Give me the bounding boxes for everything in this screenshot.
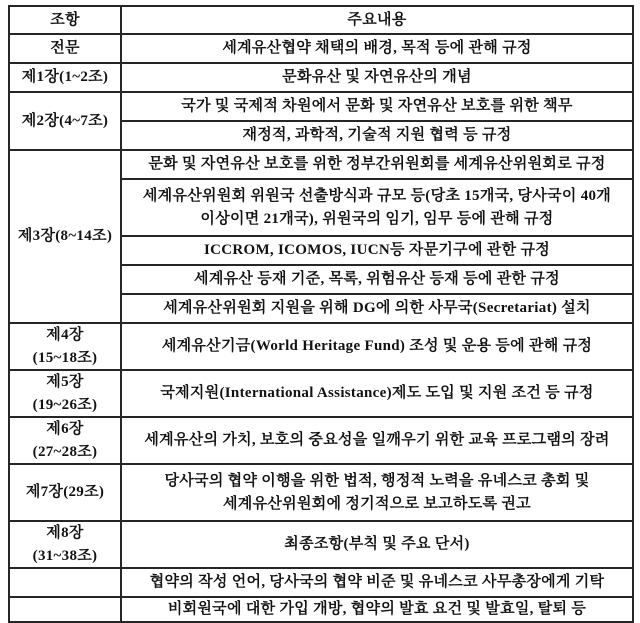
content-cell: 협약의 작성 언어, 당사국의 협약 비준 및 유네스코 사무총장에게 기탁 [121,568,633,597]
table-row [9,63,633,92]
article-cell: 제8장(31~38조) [9,521,121,568]
table-row [9,150,633,179]
article-cell: 제7장(29조) [9,464,121,521]
content-cell: 세계유산협약 채택의 배경, 목적 등에 관해 규정 [121,34,633,63]
article-cell: 제3장(8~14조) [9,150,121,323]
table-row [9,92,633,121]
table-row [9,464,633,521]
content-cell: 문화 및 자연유산 보호를 위한 정부간위원회를 세계유산위원회로 규정 [121,150,633,179]
article-cell: 제6장(27~28조) [9,417,121,464]
article-cell: 제5장(19~26조) [9,370,121,417]
table-row [9,323,633,370]
content-cell: 국가 및 국제적 차원에서 문화 및 자연유산 보호를 위한 책무 [121,92,633,121]
article-cell-empty [9,597,121,622]
table-header-row [9,6,633,34]
table-row [9,370,633,417]
content-cell: 문화유산 및 자연유산의 개념 [121,63,633,92]
table-row [9,521,633,568]
table-row [9,34,633,63]
article-cell-empty [9,568,121,597]
article-cell: 제1장(1~2조) [9,63,121,92]
content-cell: 국제지원(International Assistance)제도 도입 및 지원 조건 등 규정 [121,370,633,417]
heritage-convention-summary-table [8,5,634,623]
content-cell: ICCROM, ICOMOS, IUCN등 자문기구에 관한 규정 [121,236,633,265]
content-cell: 세계유산위원회 위원국 선출방식과 규모 등(당초 15개국, 당사국이 40개 이상이면 21개국), 위원국의 임기, 임무 등에 관해 규정 [121,179,633,236]
content-cell: 재정적, 과학적, 기술적 지원 협력 등 규정 [121,121,633,150]
content-cell: 최종조항(부칙 및 주요 단서) [121,521,633,568]
content-cell: 세계유산위원회 지원을 위해 DG에 의한 사무국(Secretariat) 설치 [121,294,633,323]
article-cell: 제2장(4~7조) [9,92,121,150]
content-cell: 비회원국에 대한 가입 개방, 협약의 발효 요건 및 발효일, 탈퇴 등 [121,597,633,622]
content-cell: 세계유산 등재 기준, 목록, 위험유산 등재 등에 관한 규정 [121,265,633,294]
table-row [9,568,633,597]
content-cell: 세계유산의 가치, 보호의 중요성을 일깨우기 위한 교육 프로그램의 장려 [121,417,633,464]
content-cell: 당사국의 협약 이행을 위한 법적, 행정적 노력을 유네스코 총회 및 세계유산위원회에 정기적으로 보고하도록 권고 [121,464,633,521]
article-cell: 전문 [9,34,121,63]
article-cell: 제4장(15~18조) [9,323,121,370]
table-row [9,417,633,464]
column-header-content: 주요내용 [121,6,633,34]
content-cell: 세계유산기금(World Heritage Fund) 조성 및 운용 등에 관해 규정 [121,323,633,370]
column-header-article: 조항 [9,6,121,34]
table-row [9,597,633,622]
